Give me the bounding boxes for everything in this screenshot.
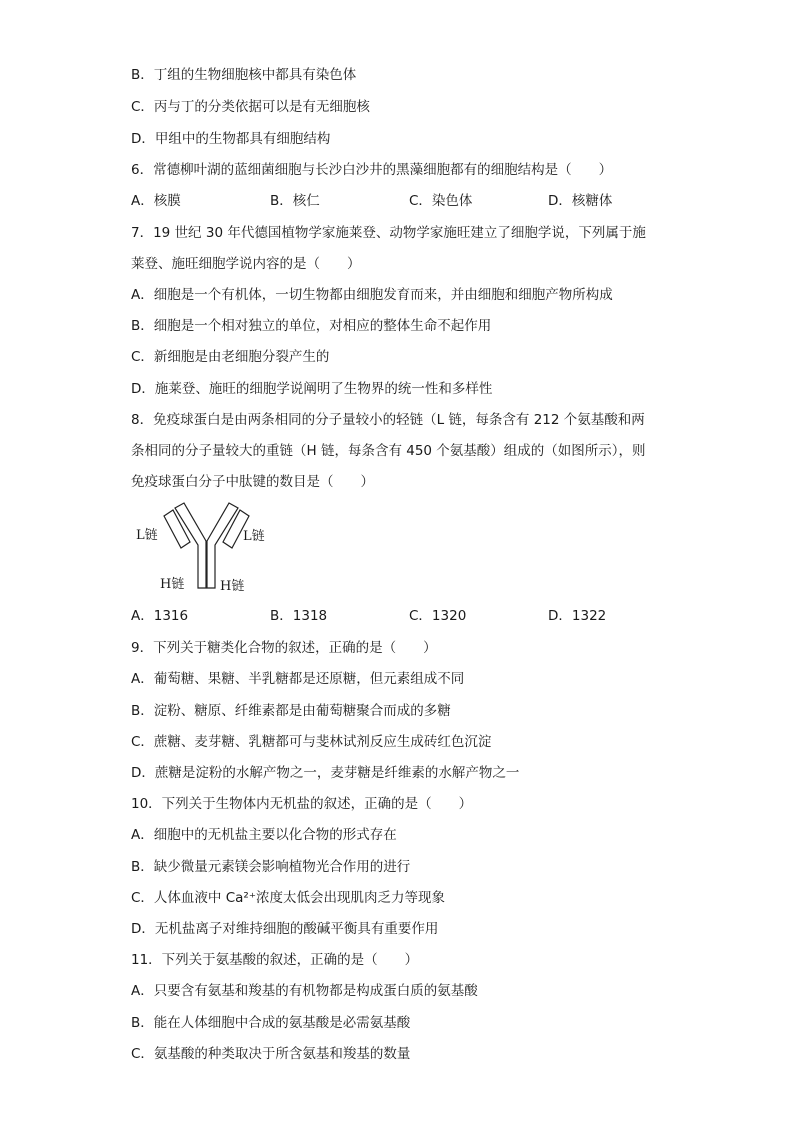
q6-option-c: C．染色体: [409, 193, 473, 209]
q11-option-b: B．能在人体细胞中合成的氨基酸是必需氨基酸: [131, 1015, 411, 1031]
q8-option-b: B．1318: [270, 608, 328, 624]
q7-option-d: D．施莱登、施旺的细胞学说阐明了生物界的统一性和多样性: [131, 381, 493, 397]
q7-stem-line1: 7．19 世纪 30 年代德国植物学家施莱登、动物学家施旺建立了细胞学说，下列属于施: [131, 225, 646, 241]
q6-stem: 6．常德柳叶湖的蓝细菌细胞与长沙白沙井的黑藻细胞都有的细胞结构是（ ）: [131, 162, 613, 178]
q5-option-d: D．甲组中的生物都具有细胞结构: [131, 131, 331, 147]
q10-option-a: A．细胞中的无机盐主要以化合物的形式存在: [131, 827, 397, 843]
q8-option-c: C．1320: [409, 608, 467, 624]
q8-option-d: D．1322: [548, 608, 607, 624]
q8-stem-line3: 免疫球蛋白分子中肽键的数目是（ ）: [131, 474, 374, 490]
q9-option-c: C．蔗糖、麦芽糖、乳糖都可与斐林试剂反应生成砖红色沉淀: [131, 734, 492, 750]
q6-option-d: D．核糖体: [548, 193, 613, 209]
q11-option-c: C．氨基酸的种类取决于所含氨基和羧基的数量: [131, 1046, 411, 1062]
q8-options: [131, 606, 731, 626]
q9-option-d: D．蔗糖是淀粉的水解产物之一，麦芽糖是纤维素的水解产物之一: [131, 765, 520, 781]
label-h-chain-left: H链: [160, 577, 185, 592]
q6-options: [131, 191, 731, 211]
q6-option-b: B．核仁: [270, 193, 320, 209]
q8-stem-line1: 8．免疫球蛋白是由两条相同的分子量较小的轻链（L 链，每条含有 212 个氨基酸和两: [131, 412, 645, 428]
q11-stem: 11．下列关于氨基酸的叙述，正确的是（ ）: [131, 952, 419, 968]
antibody-figure: [130, 500, 280, 600]
q6-option-a: A．核膜: [131, 193, 181, 209]
antibody-diagram: [130, 500, 280, 600]
q10-option-d: D．无机盐离子对维持细胞的酸碱平衡具有重要作用: [131, 921, 439, 937]
q7-option-b: B．细胞是一个相对独立的单位，对相应的整体生命不起作用: [131, 318, 492, 334]
q8-option-a: A．1316: [131, 608, 189, 624]
label-l-chain-left: L链: [136, 528, 158, 543]
q9-option-b: B．淀粉、糖原、纤维素都是由葡萄糖聚合而成的多糖: [131, 703, 451, 719]
q7-option-a: A．细胞是一个有机体，一切生物都由细胞发育而来，并由细胞和细胞产物所构成: [131, 287, 613, 303]
q10-option-c: C．人体血液中 Ca²⁺浓度太低会出现肌肉乏力等现象: [131, 890, 445, 906]
q8-stem-line2: 条相同的分子量较大的重链（H 链，每条含有 450 个氨基酸）组成的（如图所示），则: [131, 443, 646, 459]
q5-option-b: B．丁组的生物细胞核中都具有染色体: [131, 67, 357, 83]
q10-stem: 10．下列关于生物体内无机盐的叙述，正确的是（ ）: [131, 796, 473, 812]
q5-option-c: C．丙与丁的分类依据可以是有无细胞核: [131, 99, 370, 115]
q10-option-b: B．缺少微量元素镁会影响植物光合作用的进行: [131, 859, 411, 875]
q7-stem-line2: 莱登、施旺细胞学说内容的是（ ）: [131, 256, 361, 272]
label-h-chain-right: H链: [220, 579, 245, 594]
q7-option-c: C．新细胞是由老细胞分裂产生的: [131, 349, 330, 365]
label-l-chain-right: L链: [243, 529, 265, 544]
q9-stem: 9．下列关于糖类化合物的叙述，正确的是（ ）: [131, 640, 437, 656]
q9-option-a: A．葡萄糖、果糖、半乳糖都是还原糖，但元素组成不同: [131, 671, 465, 687]
q11-option-a: A．只要含有氨基和羧基的有机物都是构成蛋白质的氨基酸: [131, 983, 478, 999]
